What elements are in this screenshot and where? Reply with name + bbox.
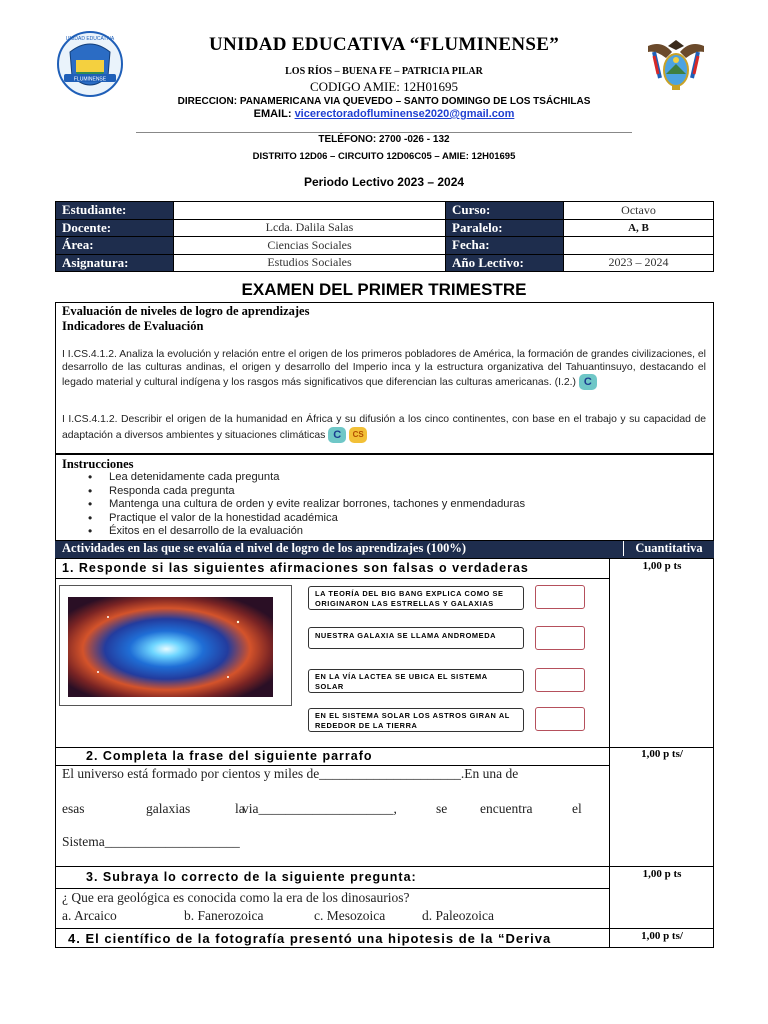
instructions-heading: Instrucciones xyxy=(62,457,134,471)
q2-word: el xyxy=(572,801,582,816)
teacher-value: Lcda. Dalila Salas xyxy=(174,219,446,237)
school-email-line xyxy=(0,108,768,120)
header-divider xyxy=(136,132,632,133)
parallel-label: Paralelo: xyxy=(446,219,564,237)
indicators-heading: Indicadores de Evaluación xyxy=(62,319,204,333)
school-location: LOS RÍOS – BUENA FE – PATRICIA PILAR xyxy=(285,66,483,77)
q2-line-1: El universo está formado por cientos y miles de_____________________.En una de xyxy=(62,766,519,781)
logo-banner-text: FLUMINENSE xyxy=(73,76,107,83)
logo-arc-text: UNIDAD EDUCATIVA xyxy=(65,36,115,42)
teacher-label: Docente: xyxy=(56,219,174,237)
list-item: • Responda cada pregunta xyxy=(88,485,525,499)
student-label: Estudiante: xyxy=(56,202,174,220)
score-column-title: Cuantitativa xyxy=(623,541,714,556)
instructions-list xyxy=(88,471,525,539)
q1-title: 1. Responde si las siguientes afirmaciones son falsas o verdaderas xyxy=(62,561,529,575)
subject-label: Asignatura: xyxy=(56,254,174,272)
amie-code: CODIGO AMIE: 12H01695 xyxy=(309,79,459,94)
q3-option-c[interactable]: c. Mesozoica xyxy=(314,908,386,923)
statement-4: EN EL SISTEMA SOLAR LOS ASTROS GIRAN AL REDEDOR DE LA TIERRA xyxy=(308,708,524,732)
list-item: • Mantenga una cultura de orden y evite realizar borrones, tachones y enmendaduras xyxy=(88,498,525,512)
q3-title: 3. Subraya lo correcto de la siguiente pregunta: xyxy=(86,870,417,884)
galaxy-image xyxy=(68,597,273,697)
competence-c-icon: C xyxy=(579,374,597,390)
activities-title: Actividades en las que se evalúa el nivel de logro de los aprendizajes (100%) xyxy=(62,541,467,555)
q2-word: galaxias xyxy=(146,801,191,816)
q1-points: 1,00 p ts xyxy=(642,560,682,572)
list-item: • Practique el valor de la honestidad académica xyxy=(88,512,525,526)
q2-points: 1,00 p ts/ xyxy=(641,748,683,760)
q2-word: esas xyxy=(62,801,85,816)
q3-title-divider xyxy=(55,888,609,889)
answer-box-3[interactable] xyxy=(535,668,585,692)
course-label: Curso: xyxy=(446,202,564,220)
q2-line-3: Sistema____________________ xyxy=(62,834,240,849)
email-link[interactable]: vicerectoradofluminense2020@gmail.com xyxy=(294,108,515,120)
exam-title: EXAMEN DEL PRIMER TRIMESTRE xyxy=(241,280,527,299)
year-label: Año Lectivo: xyxy=(446,254,564,272)
q4-points: 1,00 p ts/ xyxy=(641,930,683,942)
competence-cs-icon: CS xyxy=(349,427,367,443)
q1-title-divider xyxy=(55,578,609,579)
q3-option-a[interactable]: a. Arcaico xyxy=(62,908,117,923)
indicator-2 xyxy=(62,414,706,443)
list-item: • Éxitos en el desarrollo de la evaluación xyxy=(88,525,525,539)
competence-c-icon: C xyxy=(328,427,346,443)
school-address: DIRECCION: PANAMERICANA VIA QUEVEDO – SANTO DOMINGO DE LOS TSÁCHILAS xyxy=(177,96,591,107)
student-info-table xyxy=(55,201,714,272)
indicator-1 xyxy=(62,349,706,390)
parallel-value: A, B xyxy=(564,219,714,237)
email-label: EMAIL: xyxy=(253,108,292,120)
student-field[interactable] xyxy=(174,202,446,220)
q3-q4-divider xyxy=(55,928,714,929)
answer-box-4[interactable] xyxy=(535,707,585,731)
statement-2: NUESTRA GALAXIA SE LLAMA ANDROMEDA xyxy=(308,627,524,649)
course-value: Octavo xyxy=(564,202,714,220)
school-period: Periodo Lectivo 2023 – 2024 xyxy=(303,175,465,189)
q3-points: 1,00 p ts xyxy=(642,868,682,880)
school-phone: TELÉFONO: 2700 -026 - 132 xyxy=(318,134,450,145)
statement-1: LA TEORÍA DEL BIG BANG EXPLICA COMO SE ORIGINARON LAS ESTRELLAS Y GALAXIAS xyxy=(308,586,524,610)
year-value: 2023 – 2024 xyxy=(564,254,714,272)
q2-word: se xyxy=(436,801,448,816)
area-label: Área: xyxy=(56,237,174,255)
subject-value: Estudios Sociales xyxy=(174,254,446,272)
answer-box-1[interactable] xyxy=(535,585,585,609)
list-item: • Lea detenidamente cada pregunta xyxy=(88,471,525,485)
date-field[interactable] xyxy=(564,237,714,255)
q2-word: encuentra xyxy=(480,801,533,816)
evaluation-heading: Evaluación de niveles de logro de aprendizajes xyxy=(62,304,310,318)
q2-line-2 xyxy=(62,801,582,819)
school-name: UNIDAD EDUCATIVA “FLUMINENSE” xyxy=(208,34,560,55)
statement-3: EN LA VÍA LACTEA SE UBICA EL SISTEMA SOLAR xyxy=(308,669,524,693)
school-district: DISTRITO 12D06 – CIRCUITO 12D06C05 – AMIE: 12H01695 xyxy=(252,151,516,162)
q3-option-b[interactable]: b. Fanerozoica xyxy=(184,908,264,923)
answer-box-2[interactable] xyxy=(535,626,585,650)
q2-word: la xyxy=(235,801,245,816)
q4-title: 4. El científico de la fotografía presentó una hipotesis de la “Deriva xyxy=(68,931,552,946)
q2-q3-divider xyxy=(55,866,714,867)
date-label: Fecha: xyxy=(446,237,564,255)
indicator-2-text: I I.CS.4.1.2. Describir el origen de la humanidad en África y su difusión a los cinco continentes, con base en el trabajo y su capacidad de adaptación a diversos ambientes y situaciones climáticas xyxy=(62,414,706,441)
q2-title: 2. Completa la frase del siguiente parrafo xyxy=(86,749,373,763)
q2-word: via____________________, xyxy=(242,801,397,816)
area-value: Ciencias Sociales xyxy=(174,237,446,255)
q3-question: ¿ Que era geológica es conocida como la era de los dinosaurios? xyxy=(62,890,410,905)
activities-header xyxy=(55,541,714,558)
indicator-1-text: I I.CS.4.1.2. Analiza la evolución y relación entre el origen de los primeros pobladores de América, la formación de grandes civilizaciones, el desarrollo de las culturas andinas, el origen y desarrollo del Imperio inca y la estructura organizativa del Tahuantinsuyo, destacando el legado material y cultural indígena y los rasgos más significativos que diferencian las culturas americanas. (I.2.) xyxy=(62,349,706,388)
q3-option-d[interactable]: d. Paleozoica xyxy=(422,908,494,923)
